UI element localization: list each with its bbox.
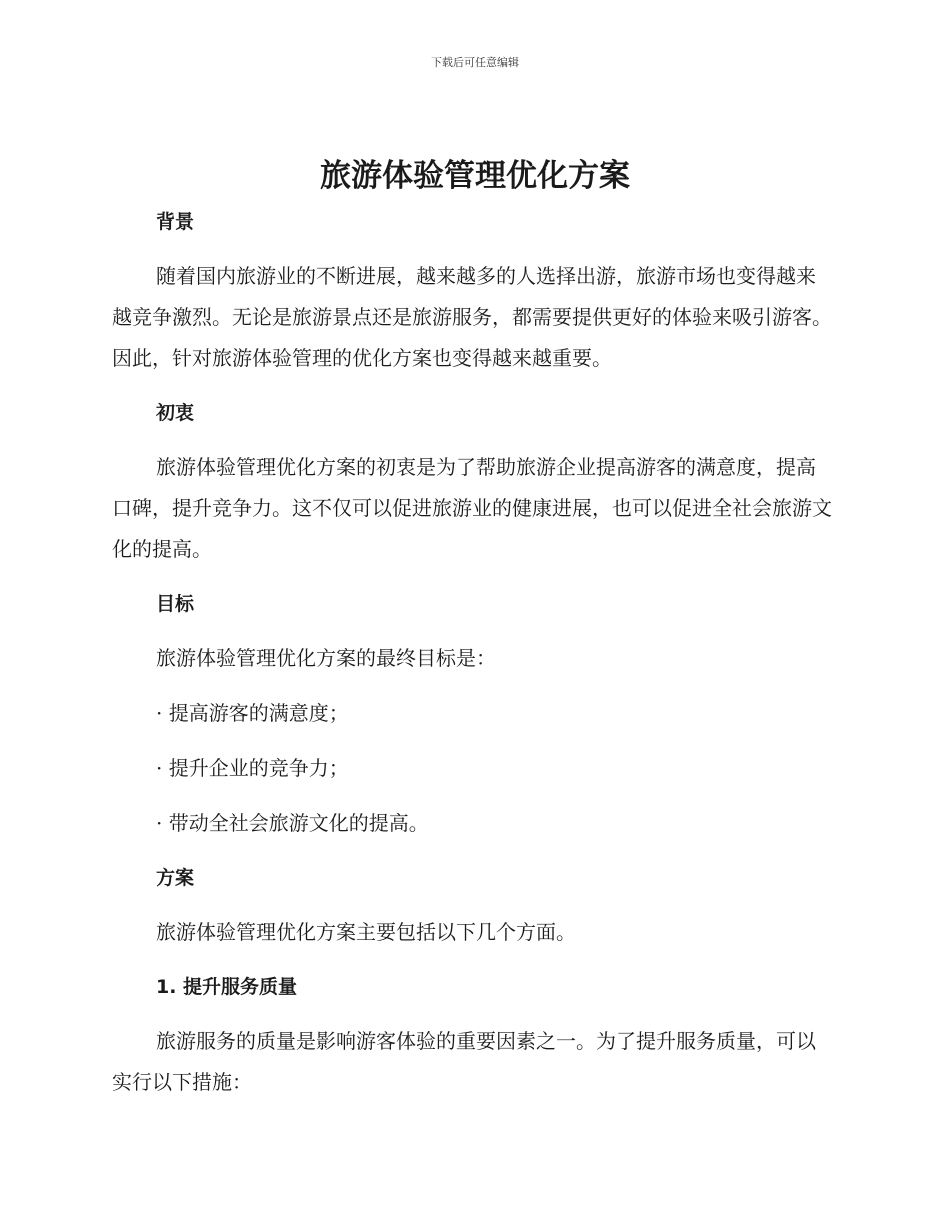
section-heading-plan: 方案 [156, 867, 195, 889]
goals-intro: 旅游体验管理优化方案的最终目标是： [156, 646, 496, 670]
goal-item: · 提升企业的竞争力； [156, 756, 349, 780]
section-heading-intent: 初衷 [156, 402, 195, 424]
goal-item: · 带动全社会旅游文化的提高。 [156, 811, 429, 835]
subsection-heading-service-quality: 1. 提升服务质量 [156, 976, 298, 998]
page-title: 旅游体验管理优化方案 [320, 158, 630, 194]
document-body [112, 202, 832, 1103]
section-heading-goals: 目标 [156, 593, 195, 615]
service-quality-paragraph: 旅游服务的质量是影响游客体验的重要因素之一。为了提升服务质量，可以实行以下措施： [112, 1029, 816, 1094]
section-heading-background: 背景 [156, 211, 195, 233]
background-paragraph: 随着国内旅游业的不断进展，越来越多的人选择出游，旅游市场也变得越来越竞争激烈。无论是旅游景点还是旅游服务，都需要提供更好的体验来吸引游客。因此，针对旅游体验管理的优化方案也变得越来越重要。 [112, 264, 832, 370]
intent-paragraph: 旅游体验管理优化方案的初衷是为了帮助旅游企业提高游客的满意度，提高口碑，提升竞争力。这不仅可以促进旅游业的健康进展，也可以促进全社会旅游文化的提高。 [112, 455, 832, 561]
header-note: 下载后可任意编辑 [431, 56, 519, 69]
plan-intro: 旅游体验管理优化方案主要包括以下几个方面。 [156, 920, 576, 944]
goal-item: · 提高游客的满意度； [156, 701, 349, 725]
